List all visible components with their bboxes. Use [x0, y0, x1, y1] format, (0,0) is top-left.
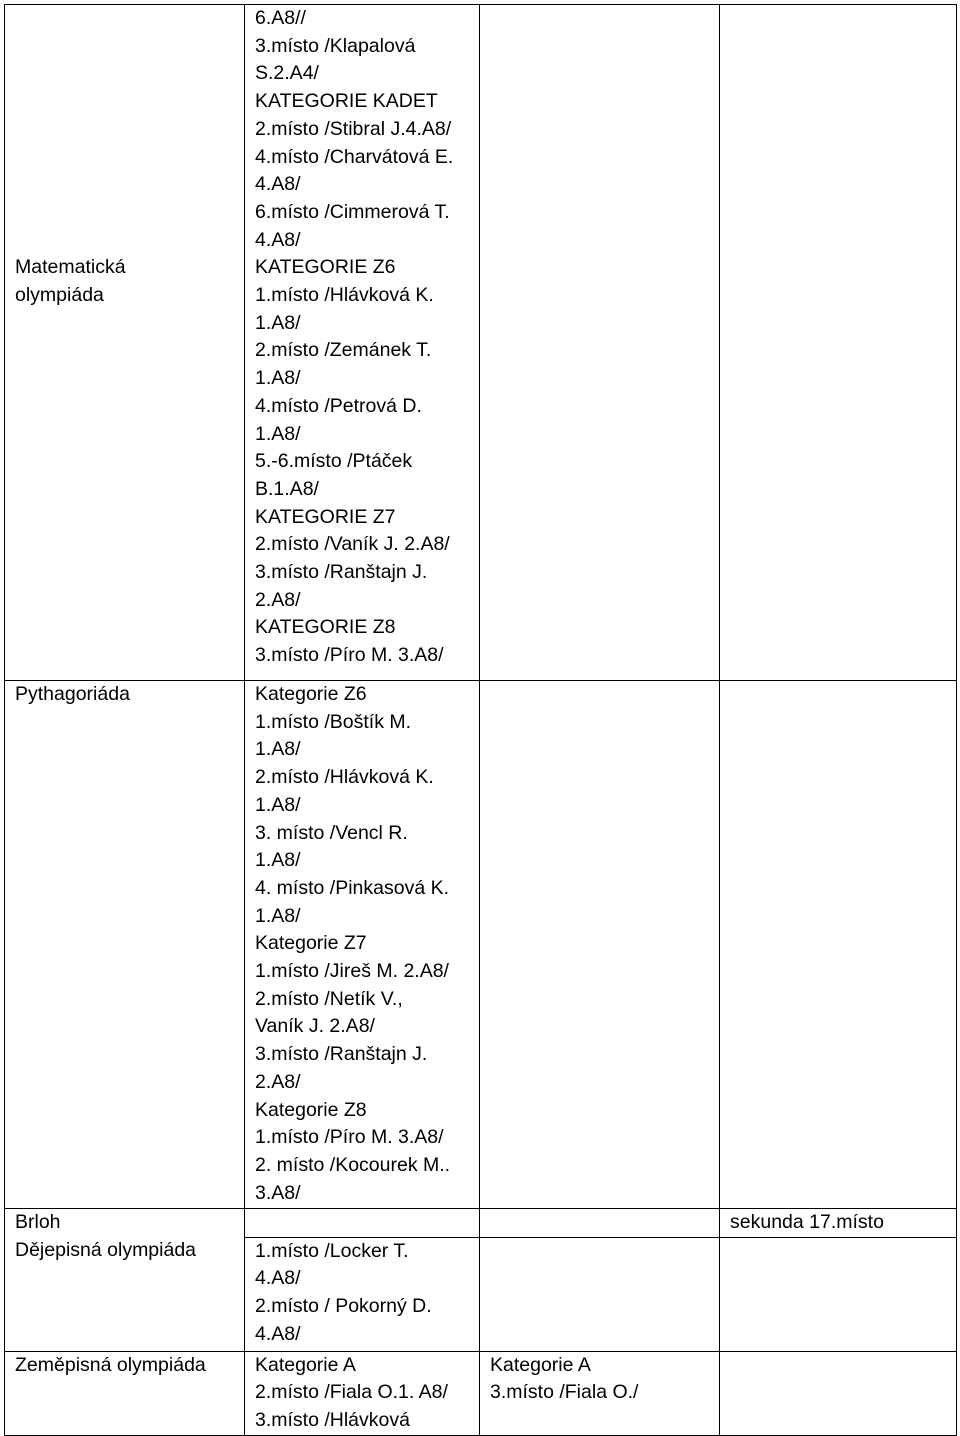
subject-cell: [5, 5, 245, 681]
col3-cell-line: Kategorie A: [490, 1353, 591, 1376]
results-cell: [245, 1209, 480, 1238]
results-cell-line: 3.místo /Píro M. 3.A8/: [255, 644, 444, 667]
results-cell: [245, 681, 480, 1209]
results-cell-line: 1.A8/: [255, 422, 301, 445]
results-cell-line: 2.místo /Stibral J.4.A8/: [255, 117, 452, 140]
results-cell-line: Kategorie Z6: [255, 683, 367, 705]
results-cell-line: 3.místo /Hlávková: [255, 1409, 410, 1432]
results-cell-line: 2.místo /Netík V.,: [255, 987, 403, 1010]
results-cell-line: 3.místo /Ranštajn J.: [255, 1043, 428, 1066]
results-cell-line: 6.místo /Cimmerová T.: [255, 200, 450, 223]
results-cell-line: 1.A8/: [255, 904, 301, 927]
results-cell-line: 1.A8/: [255, 793, 301, 816]
results-cell-line: 3.místo /Klapalová: [255, 34, 416, 57]
subject-cell: [5, 1351, 245, 1435]
results-cell-line: 2.místo /Hlávková K.: [255, 766, 434, 789]
results-cell-line: 5.-6.místo /Ptáček: [255, 450, 413, 473]
results-cell-line: 4.místo /Petrová D.: [255, 394, 422, 417]
results-cell-line: 1.místo /Píro M. 3.A8/: [255, 1126, 444, 1149]
col3-cell: [480, 681, 720, 1209]
results-cell-line: Kategorie Z7: [255, 932, 367, 955]
col4-cell: [720, 1209, 957, 1238]
results-cell-line: 2.místo /Zemánek T.: [255, 339, 432, 362]
subject-cell-line: Matematická: [15, 256, 126, 279]
col4-cell-line: sekunda 17.místo: [730, 1211, 884, 1233]
results-cell-line: 1.místo /Jireš M. 2.A8/: [255, 960, 449, 983]
results-cell-line: KATEGORIE Z7: [255, 505, 396, 528]
col3-cell: [480, 1209, 720, 1238]
subject-cell-line: Dějepisná olympiáda: [15, 1239, 197, 1262]
results-cell-line: 4.A8/: [255, 173, 301, 196]
results-cell-line: 6.A8//: [255, 7, 306, 29]
results-cell-line: 1.A8/: [255, 738, 301, 761]
results-table: [4, 4, 957, 1436]
results-cell-line: Kategorie Z8: [255, 1098, 367, 1121]
results-cell-line: 1.A8/: [255, 311, 301, 334]
results-cell-line: 3.místo /Ranštajn J.: [255, 561, 428, 584]
subject-cell: [5, 681, 245, 1209]
results-cell-line: Kategorie A: [255, 1353, 356, 1376]
results-cell: [245, 5, 480, 681]
results-cell-line: 2.místo / Pokorný D.: [255, 1295, 432, 1318]
results-cell: [245, 1237, 480, 1351]
table-row: [5, 1237, 957, 1351]
subject-cell-line: Brloh: [15, 1211, 61, 1233]
col3-cell-line: 3.místo /Fiala O./: [490, 1381, 639, 1404]
results-cell-line: S.2.A4/: [255, 62, 319, 85]
subject-cell: [5, 1209, 245, 1238]
results-cell-line: 1.místo /Boštík M.: [255, 710, 412, 733]
results-cell-line: 1.A8/: [255, 849, 301, 872]
results-cell-line: 4.místo /Charvátová E.: [255, 145, 454, 168]
results-cell-line: 4.A8/: [255, 1267, 301, 1290]
results-cell-line: 1.místo /Hlávková K.: [255, 284, 434, 307]
results-cell-line: 2.A8/: [255, 588, 301, 611]
col3-cell: [480, 1351, 720, 1435]
results-cell-line: B.1.A8/: [255, 477, 319, 500]
col3-cell: [480, 1237, 720, 1351]
results-cell-line: 4.A8/: [255, 228, 301, 251]
results-cell-line: KATEGORIE KADET: [255, 90, 438, 113]
results-cell-line: 1.A8/: [255, 367, 301, 390]
table-row: [5, 681, 957, 1209]
col3-cell: [480, 5, 720, 681]
results-cell-line: 3.A8/: [255, 1181, 301, 1204]
col4-cell: [720, 1351, 957, 1435]
col4-cell: [720, 681, 957, 1209]
subject-cell-line: Pythagoriáda: [15, 683, 130, 705]
results-cell-line: 4.A8/: [255, 1322, 301, 1345]
subject-cell-line: olympiáda: [15, 284, 104, 306]
results-cell-line: 1.místo /Locker T.: [255, 1239, 409, 1262]
col4-cell: [720, 1237, 957, 1351]
results-cell-line: 4. místo /Pinkasová K.: [255, 876, 450, 899]
results-cell-line: 2. místo /Kocourek M..: [255, 1153, 451, 1176]
results-cell-line: 2.místo /Vaník J. 2.A8/: [255, 533, 450, 556]
subject-cell: [5, 1237, 245, 1351]
results-cell-line: 3. místo /Vencl R.: [255, 821, 408, 844]
subject-cell-line: Zeměpisná olympiáda: [15, 1353, 206, 1376]
results-cell-line: 2.místo /Fiala O.1. A8/: [255, 1381, 448, 1404]
results-cell-line: 2.A8/: [255, 1070, 301, 1093]
results-cell-line: KATEGORIE Z8: [255, 616, 396, 639]
table-row: [5, 5, 957, 681]
results-cell-line: KATEGORIE Z6: [255, 256, 396, 279]
results-cell: [245, 1351, 480, 1435]
table-row: [5, 1351, 957, 1435]
table-row: [5, 1209, 957, 1238]
results-cell-line: Vaník J. 2.A8/: [255, 1015, 375, 1038]
results-table-body: [5, 5, 957, 1436]
col4-cell: [720, 5, 957, 681]
